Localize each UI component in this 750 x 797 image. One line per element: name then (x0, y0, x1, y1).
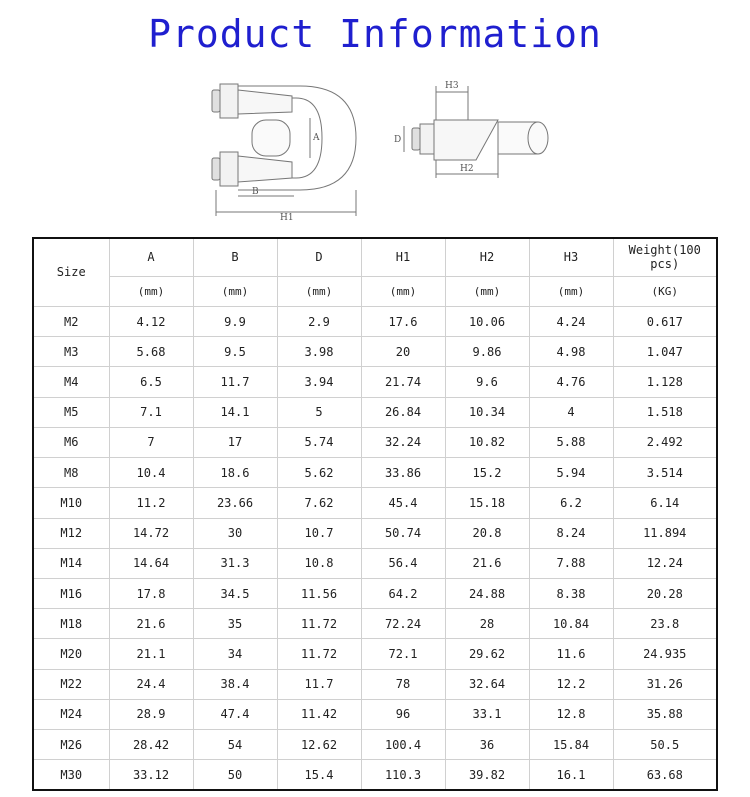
table-cell: 32.24 (361, 427, 445, 457)
size-cell: M8 (33, 458, 109, 488)
table-row (33, 518, 717, 548)
table-cell: 11.72 (277, 609, 361, 639)
table-cell: 23.8 (613, 609, 717, 639)
table-cell: 4.98 (529, 337, 613, 367)
column-header: B (193, 238, 277, 276)
table-cell: 2.9 (277, 306, 361, 336)
header-row (33, 238, 717, 276)
table-cell: 15.84 (529, 730, 613, 760)
table-row (33, 669, 717, 699)
table-cell: 5.68 (109, 337, 193, 367)
table-cell: 50 (193, 760, 277, 790)
table-cell: 21.6 (109, 609, 193, 639)
table-cell: 9.86 (445, 337, 529, 367)
table-row (33, 337, 717, 367)
table-row (33, 488, 717, 518)
table-cell: 33.86 (361, 458, 445, 488)
table-cell: 3.514 (613, 458, 717, 488)
table-cell: 100.4 (361, 730, 445, 760)
table-row (33, 639, 717, 669)
size-cell: M6 (33, 427, 109, 457)
table-cell: 11.894 (613, 518, 717, 548)
table-cell: 7.88 (529, 548, 613, 578)
size-cell: M20 (33, 639, 109, 669)
table-cell: 33.12 (109, 760, 193, 790)
table-cell: 20.28 (613, 578, 717, 608)
table-cell: 17.8 (109, 578, 193, 608)
table-cell: 6.5 (109, 367, 193, 397)
table-row (33, 427, 717, 457)
size-cell: M18 (33, 609, 109, 639)
table-cell: 4.24 (529, 306, 613, 336)
table-cell: 31.3 (193, 548, 277, 578)
table-cell: 24.935 (613, 639, 717, 669)
table-cell: 35.88 (613, 699, 717, 729)
size-cell: M14 (33, 548, 109, 578)
table-cell: 10.82 (445, 427, 529, 457)
column-header: H2 (445, 238, 529, 276)
table-cell: 1.518 (613, 397, 717, 427)
table-cell: 11.56 (277, 578, 361, 608)
dimension-label-a: A (313, 133, 320, 143)
table-cell: 15.4 (277, 760, 361, 790)
column-unit: (mm) (109, 276, 193, 306)
table-cell: 11.7 (277, 669, 361, 699)
table-cell: 5.88 (529, 427, 613, 457)
table-cell: 26.84 (361, 397, 445, 427)
table-cell: 64.2 (361, 578, 445, 608)
table-cell: 36 (445, 730, 529, 760)
table-cell: 21.74 (361, 367, 445, 397)
table-cell: 10.34 (445, 397, 529, 427)
table-cell: 15.18 (445, 488, 529, 518)
table-row (33, 548, 717, 578)
table-cell: 12.2 (529, 669, 613, 699)
size-cell: M26 (33, 730, 109, 760)
table-cell: 7 (109, 427, 193, 457)
table-cell: 2.492 (613, 427, 717, 457)
table-cell: 35 (193, 609, 277, 639)
table-cell: 10.84 (529, 609, 613, 639)
size-cell: M10 (33, 488, 109, 518)
table-cell: 34.5 (193, 578, 277, 608)
dimension-label-d: D (394, 135, 402, 145)
dimension-label-h1: H1 (280, 213, 294, 223)
table-cell: 14.1 (193, 397, 277, 427)
table-cell: 38.4 (193, 669, 277, 699)
table-cell: 11.2 (109, 488, 193, 518)
table-cell: 12.62 (277, 730, 361, 760)
table-row (33, 609, 717, 639)
size-header: Size (33, 238, 109, 306)
table-row (33, 699, 717, 729)
table-cell: 1.047 (613, 337, 717, 367)
table-cell: 47.4 (193, 699, 277, 729)
table-cell: 20 (361, 337, 445, 367)
table-cell: 45.4 (361, 488, 445, 518)
table-cell: 32.64 (445, 669, 529, 699)
table-cell: 14.64 (109, 548, 193, 578)
size-cell: M24 (33, 699, 109, 729)
table-cell: 78 (361, 669, 445, 699)
table-cell: 39.82 (445, 760, 529, 790)
table-cell: 23.66 (193, 488, 277, 518)
table-cell: 15.2 (445, 458, 529, 488)
column-header: H1 (361, 238, 445, 276)
table-cell: 31.26 (613, 669, 717, 699)
table-cell: 11.72 (277, 639, 361, 669)
table-cell: 8.38 (529, 578, 613, 608)
table-cell: 4.12 (109, 306, 193, 336)
table-cell: 16.1 (529, 760, 613, 790)
size-cell: M16 (33, 578, 109, 608)
table-cell: 24.88 (445, 578, 529, 608)
front-view-drawing (212, 84, 356, 216)
dimension-label-h2: H2 (460, 164, 474, 174)
table-cell: 3.94 (277, 367, 361, 397)
table-cell: 24.4 (109, 669, 193, 699)
table-cell: 17.6 (361, 306, 445, 336)
table-cell: 63.68 (613, 760, 717, 790)
page-title: Product Information (148, 12, 602, 56)
size-cell: M5 (33, 397, 109, 427)
size-cell: M4 (33, 367, 109, 397)
table-cell: 50.5 (613, 730, 717, 760)
table-cell: 17 (193, 427, 277, 457)
table-cell: 7.62 (277, 488, 361, 518)
size-cell: M22 (33, 669, 109, 699)
dimension-label-h3: H3 (445, 81, 459, 91)
table-cell: 7.1 (109, 397, 193, 427)
table-cell: 0.617 (613, 306, 717, 336)
spec-table (32, 237, 718, 791)
column-header: D (277, 238, 361, 276)
table-row (33, 578, 717, 608)
column-unit: (mm) (193, 276, 277, 306)
table-cell: 50.74 (361, 518, 445, 548)
table-cell: 5.62 (277, 458, 361, 488)
table-cell: 18.6 (193, 458, 277, 488)
size-cell: M12 (33, 518, 109, 548)
table-row (33, 458, 717, 488)
table-cell: 72.24 (361, 609, 445, 639)
unit-row (33, 276, 717, 306)
table-cell: 11.7 (193, 367, 277, 397)
size-cell: M30 (33, 760, 109, 790)
table-row (33, 730, 717, 760)
table-cell: 5.94 (529, 458, 613, 488)
table-cell: 10.4 (109, 458, 193, 488)
table-cell: 28 (445, 609, 529, 639)
column-header: Weight(100 pcs) (613, 238, 717, 276)
size-cell: M3 (33, 337, 109, 367)
table-cell: 56.4 (361, 548, 445, 578)
table-cell: 8.24 (529, 518, 613, 548)
table-cell: 10.8 (277, 548, 361, 578)
table-row (33, 306, 717, 336)
table-cell: 34 (193, 639, 277, 669)
column-header: A (109, 238, 193, 276)
table-cell: 9.6 (445, 367, 529, 397)
table-cell: 12.24 (613, 548, 717, 578)
table-cell: 11.42 (277, 699, 361, 729)
technical-drawing (0, 70, 750, 230)
table-cell: 9.5 (193, 337, 277, 367)
dimension-label-b: B (252, 187, 259, 197)
table-cell: 28.42 (109, 730, 193, 760)
table-row (33, 367, 717, 397)
table-cell: 33.1 (445, 699, 529, 729)
column-unit: (mm) (277, 276, 361, 306)
table-cell: 54 (193, 730, 277, 760)
table-cell: 96 (361, 699, 445, 729)
table-cell: 4 (529, 397, 613, 427)
table-cell: 6.14 (613, 488, 717, 518)
table-cell: 21.6 (445, 548, 529, 578)
table-cell: 6.2 (529, 488, 613, 518)
column-unit: (KG) (613, 276, 717, 306)
table-cell: 10.06 (445, 306, 529, 336)
side-view-drawing (404, 86, 548, 178)
size-cell: M2 (33, 306, 109, 336)
table-cell: 4.76 (529, 367, 613, 397)
table-cell: 9.9 (193, 306, 277, 336)
table-cell: 29.62 (445, 639, 529, 669)
table-row (33, 760, 717, 790)
table-cell: 10.7 (277, 518, 361, 548)
table-cell: 20.8 (445, 518, 529, 548)
table-cell: 1.128 (613, 367, 717, 397)
column-unit: (mm) (529, 276, 613, 306)
table-cell: 21.1 (109, 639, 193, 669)
column-unit: (mm) (361, 276, 445, 306)
table-cell: 28.9 (109, 699, 193, 729)
table-cell: 72.1 (361, 639, 445, 669)
table-row (33, 397, 717, 427)
table-cell: 12.8 (529, 699, 613, 729)
table-cell: 11.6 (529, 639, 613, 669)
table-cell: 30 (193, 518, 277, 548)
table-cell: 3.98 (277, 337, 361, 367)
table-cell: 5.74 (277, 427, 361, 457)
table-cell: 14.72 (109, 518, 193, 548)
column-unit: (mm) (445, 276, 529, 306)
table-cell: 5 (277, 397, 361, 427)
table-cell: 110.3 (361, 760, 445, 790)
column-header: H3 (529, 238, 613, 276)
